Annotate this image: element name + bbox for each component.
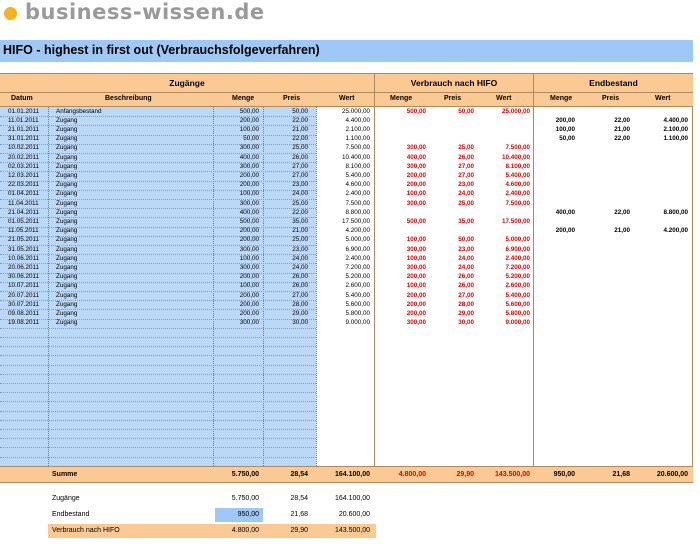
cell-menge[interactable]: 100,00 bbox=[239, 125, 259, 133]
cell-wert: 5.400,00 bbox=[345, 291, 370, 299]
cell-datum[interactable]: 30.07.2011 bbox=[8, 300, 40, 308]
cell-datum[interactable]: 10.02.2011 bbox=[8, 144, 40, 152]
cell-v-menge: 400,00 bbox=[406, 153, 426, 161]
summary-menge: 4.800,00 bbox=[231, 527, 259, 534]
table-row bbox=[0, 162, 693, 171]
cell-beschreibung[interactable]: Zugang bbox=[56, 162, 78, 170]
col-v-menge: Menge bbox=[390, 95, 413, 102]
table-row bbox=[0, 420, 693, 429]
cell-preis[interactable]: 28,00 bbox=[292, 300, 308, 308]
cell-v-preis: 30,00 bbox=[458, 319, 474, 327]
cell-menge[interactable]: 100,00 bbox=[239, 282, 259, 290]
cell-menge[interactable]: 200,00 bbox=[239, 236, 259, 244]
table-row bbox=[0, 181, 693, 190]
cell-datum[interactable]: 19.08.2011 bbox=[8, 319, 40, 327]
cell-e-wert: 4.400,00 bbox=[663, 116, 688, 124]
col-wert: Wert bbox=[339, 95, 355, 102]
cell-preis[interactable]: 26,00 bbox=[292, 273, 308, 281]
cell-v-menge: 500,00 bbox=[406, 217, 426, 225]
cell-v-wert: 7.500,00 bbox=[505, 199, 530, 207]
cell-v-menge: 300,00 bbox=[406, 245, 426, 253]
col-e-preis: Preis bbox=[602, 95, 620, 102]
cell-beschreibung[interactable]: Zugang bbox=[56, 254, 78, 262]
cell-preis[interactable]: 27,00 bbox=[292, 291, 308, 299]
cell-datum[interactable]: 01.04.2011 bbox=[8, 190, 40, 198]
summary-wert: 143.500,00 bbox=[334, 527, 370, 534]
cell-menge[interactable]: 200,00 bbox=[239, 227, 259, 235]
cell-preis[interactable]: 24,00 bbox=[292, 254, 308, 262]
summe-e-wert: 20.600,00 bbox=[656, 471, 688, 478]
col-datum: Datum bbox=[11, 95, 33, 102]
section-zugaenge: Zugänge bbox=[0, 73, 374, 93]
cell-e-wert: 4.200,00 bbox=[663, 227, 688, 235]
cell-e-wert: 2.100,00 bbox=[663, 125, 688, 133]
cell-v-preis: 25,00 bbox=[458, 199, 474, 207]
cell-v-wert: 5.400,00 bbox=[505, 291, 530, 299]
cell-wert: 2.400,00 bbox=[345, 254, 370, 262]
cell-wert: 6.900,00 bbox=[345, 245, 370, 253]
col-beschreibung: Beschreibung bbox=[105, 95, 152, 102]
summary-preis: 21,68 bbox=[290, 511, 308, 518]
table-row bbox=[0, 273, 693, 282]
cell-datum[interactable]: 01.01.2011 bbox=[8, 107, 40, 115]
cell-v-wert: 5.600,00 bbox=[505, 300, 530, 308]
table-row bbox=[0, 309, 693, 318]
cell-v-wert: 8.100,00 bbox=[505, 162, 530, 170]
cell-menge[interactable]: 200,00 bbox=[239, 171, 259, 179]
table-row bbox=[0, 383, 693, 392]
cell-datum[interactable]: 20.02.2011 bbox=[8, 153, 40, 161]
cell-preis[interactable]: 35,00 bbox=[292, 217, 308, 225]
cell-e-menge: 200,00 bbox=[555, 227, 575, 235]
cell-v-wert: 7.200,00 bbox=[505, 263, 530, 271]
cell-v-menge: 200,00 bbox=[406, 309, 426, 317]
cell-preis[interactable]: 30,00 bbox=[292, 319, 308, 327]
table-row bbox=[0, 116, 693, 125]
cell-datum[interactable]: 11.04.2011 bbox=[8, 199, 39, 207]
cell-e-preis: 21,00 bbox=[614, 125, 630, 133]
cell-preis[interactable]: 27,00 bbox=[292, 171, 308, 179]
cell-v-preis: 23,00 bbox=[458, 245, 474, 253]
cell-menge[interactable]: 300,00 bbox=[239, 144, 259, 152]
table-row bbox=[0, 171, 693, 180]
cell-wert: 8.800,00 bbox=[345, 208, 370, 216]
cell-e-wert: 8.800,00 bbox=[663, 208, 688, 216]
cell-menge[interactable]: 200,00 bbox=[239, 309, 259, 317]
summary-wert: 20.600,00 bbox=[338, 511, 370, 518]
cell-wert: 10.400,00 bbox=[341, 153, 370, 161]
table-row bbox=[0, 190, 693, 199]
cell-datum[interactable]: 31.01.2011 bbox=[8, 135, 40, 143]
summe-label: Summe bbox=[52, 471, 78, 478]
cell-v-menge: 100,00 bbox=[406, 236, 426, 244]
cell-e-preis: 21,00 bbox=[614, 227, 630, 235]
cell-datum[interactable]: 10.06.2011 bbox=[8, 254, 40, 262]
cell-wert: 7.500,00 bbox=[345, 199, 370, 207]
cell-beschreibung[interactable]: Zugang bbox=[56, 153, 78, 161]
cell-v-preis: 24,00 bbox=[458, 190, 474, 198]
cell-preis[interactable]: 26,00 bbox=[292, 282, 308, 290]
table-row bbox=[0, 199, 693, 208]
cell-v-preis: 28,00 bbox=[458, 300, 474, 308]
page-title: HIFO - highest in first out (Verbrauchsfolgeverfahren) bbox=[3, 43, 320, 57]
cell-wert: 2.100,00 bbox=[345, 125, 370, 133]
cell-wert: 5.600,00 bbox=[345, 300, 370, 308]
summe-preis: 28,54 bbox=[290, 471, 308, 478]
table-row bbox=[0, 392, 693, 401]
cell-wert: 5.800,00 bbox=[345, 309, 370, 317]
cell-preis[interactable]: 22,00 bbox=[292, 135, 308, 143]
table-row bbox=[0, 411, 693, 420]
cell-datum[interactable]: 21.01.2011 bbox=[8, 125, 40, 133]
cell-e-menge: 50,00 bbox=[559, 135, 575, 143]
cell-wert: 2.600,00 bbox=[345, 282, 370, 290]
summe-wert: 164.100,00 bbox=[334, 471, 370, 478]
table-row bbox=[0, 346, 693, 355]
cell-v-menge: 100,00 bbox=[406, 254, 426, 262]
table-row bbox=[0, 153, 693, 162]
cell-v-wert: 6.900,00 bbox=[505, 245, 530, 253]
cell-datum[interactable]: 11.05.2011 bbox=[8, 227, 39, 235]
cell-e-preis: 22,00 bbox=[614, 208, 630, 216]
col-preis: Preis bbox=[283, 95, 301, 102]
cell-e-wert: 1.100,00 bbox=[663, 135, 688, 143]
cell-datum[interactable]: 12.03.2011 bbox=[8, 171, 40, 179]
cell-wert: 9.000,00 bbox=[345, 319, 370, 327]
cell-menge[interactable]: 300,00 bbox=[239, 245, 259, 253]
cell-beschreibung[interactable]: Zugang bbox=[56, 199, 78, 207]
cell-menge[interactable]: 200,00 bbox=[239, 273, 259, 281]
cell-e-preis: 22,00 bbox=[614, 116, 630, 124]
cell-beschreibung[interactable]: Zugang bbox=[56, 181, 78, 189]
cell-datum[interactable]: 09.08.2011 bbox=[8, 309, 40, 317]
cell-v-wert: 2.600,00 bbox=[505, 282, 530, 290]
col-v-preis: Preis bbox=[444, 95, 462, 102]
cell-preis[interactable]: 21,00 bbox=[292, 227, 308, 235]
summe-row bbox=[0, 466, 693, 483]
cell-datum[interactable]: 30.06.2011 bbox=[8, 273, 40, 281]
cell-beschreibung[interactable]: Zugang bbox=[56, 273, 78, 281]
cell-menge[interactable]: 200,00 bbox=[239, 291, 259, 299]
cell-datum[interactable]: 21.05.2011 bbox=[8, 236, 40, 244]
cell-menge[interactable]: 300,00 bbox=[239, 162, 259, 170]
cell-e-menge: 100,00 bbox=[555, 125, 575, 133]
cell-e-menge: 400,00 bbox=[555, 208, 575, 216]
summary-wert: 164.100,00 bbox=[334, 495, 370, 502]
cell-wert: 4.400,00 bbox=[345, 116, 370, 124]
cell-v-preis: 50,00 bbox=[458, 107, 474, 115]
summe-e-preis: 21,68 bbox=[612, 471, 630, 478]
cell-wert: 8.100,00 bbox=[345, 162, 370, 170]
cell-beschreibung[interactable]: Zugang bbox=[56, 263, 78, 271]
cell-v-preis: 35,00 bbox=[458, 217, 474, 225]
table-row bbox=[0, 125, 693, 134]
cell-preis[interactable]: 22,00 bbox=[292, 116, 308, 124]
cell-beschreibung[interactable]: Anfangsbestand bbox=[56, 107, 102, 115]
cell-beschreibung[interactable]: Zugang bbox=[56, 217, 78, 225]
table-row bbox=[0, 208, 693, 217]
cell-preis[interactable]: 25,00 bbox=[292, 236, 308, 244]
table-row bbox=[0, 282, 693, 291]
table-row bbox=[0, 263, 693, 272]
cell-datum[interactable]: 21.04.2011 bbox=[8, 208, 40, 216]
cell-v-wert: 2.400,00 bbox=[505, 254, 530, 262]
cell-v-preis: 25,00 bbox=[458, 144, 474, 152]
cell-v-wert: 25.000,00 bbox=[501, 107, 530, 115]
logo-dot-icon bbox=[4, 7, 17, 20]
cell-datum[interactable]: 20.07.2011 bbox=[8, 291, 40, 299]
cell-menge[interactable]: 400,00 bbox=[239, 208, 259, 216]
cell-menge[interactable]: 200,00 bbox=[239, 116, 259, 124]
cell-v-menge: 300,00 bbox=[406, 319, 426, 327]
summary-menge: 950,00 bbox=[237, 511, 259, 518]
cell-wert: 5.000,00 bbox=[345, 236, 370, 244]
cell-v-wert: 17.500,00 bbox=[501, 217, 530, 225]
cell-datum[interactable]: 02.03.2011 bbox=[8, 162, 40, 170]
summary-zugaenge bbox=[0, 492, 380, 506]
summary-menge: 5.750,00 bbox=[231, 495, 259, 502]
table-row bbox=[0, 107, 693, 116]
table-row bbox=[0, 429, 693, 438]
summary-verbrauch bbox=[48, 524, 376, 538]
cell-wert: 4.600,00 bbox=[345, 181, 370, 189]
table-row bbox=[0, 355, 693, 364]
cell-v-preis: 26,00 bbox=[458, 273, 474, 281]
cell-datum[interactable]: 11.01.2011 bbox=[8, 116, 39, 124]
cell-datum[interactable]: 22.03.2011 bbox=[8, 181, 40, 189]
cell-v-wert: 5.000,00 bbox=[505, 236, 530, 244]
table-row bbox=[0, 365, 693, 374]
table-row bbox=[0, 300, 693, 309]
cell-menge[interactable]: 400,00 bbox=[239, 153, 259, 161]
col-menge: Menge bbox=[232, 95, 255, 102]
logo bbox=[4, 0, 265, 24]
cell-v-menge: 200,00 bbox=[406, 291, 426, 299]
summe-v-wert: 143.500,00 bbox=[494, 471, 530, 478]
cell-v-menge: 100,00 bbox=[406, 190, 426, 198]
cell-v-preis: 24,00 bbox=[458, 263, 474, 271]
cell-preis[interactable]: 25,00 bbox=[292, 144, 308, 152]
cell-menge[interactable]: 500,00 bbox=[239, 107, 259, 115]
summary-endbestand bbox=[0, 508, 380, 522]
cell-menge[interactable]: 300,00 bbox=[239, 319, 259, 327]
cell-v-preis: 26,00 bbox=[458, 153, 474, 161]
table-row bbox=[0, 217, 693, 226]
cell-e-preis: 22,00 bbox=[614, 135, 630, 143]
cell-menge[interactable]: 100,00 bbox=[239, 254, 259, 262]
cell-menge[interactable]: 500,00 bbox=[239, 217, 259, 225]
table-row bbox=[0, 254, 693, 263]
cell-beschreibung[interactable]: Zugang bbox=[56, 190, 78, 198]
cell-preis[interactable]: 21,00 bbox=[292, 125, 308, 133]
cell-v-wert: 7.500,00 bbox=[505, 144, 530, 152]
cell-v-preis: 26,00 bbox=[458, 282, 474, 290]
cell-beschreibung[interactable]: Zugang bbox=[56, 300, 78, 308]
cell-v-preis: 27,00 bbox=[458, 291, 474, 299]
cell-v-wert: 5.400,00 bbox=[505, 171, 530, 179]
spreadsheet bbox=[0, 73, 693, 483]
table-row bbox=[0, 447, 693, 456]
cell-v-preis: 27,00 bbox=[458, 171, 474, 179]
cell-beschreibung[interactable]: Zugang bbox=[56, 309, 78, 317]
cell-beschreibung[interactable]: Zugang bbox=[56, 144, 78, 152]
cell-wert: 4.200,00 bbox=[345, 227, 370, 235]
cell-beschreibung[interactable]: Zugang bbox=[56, 227, 78, 235]
cell-preis[interactable]: 27,00 bbox=[292, 162, 308, 170]
cell-beschreibung[interactable]: Zugang bbox=[56, 319, 78, 327]
summary-label: Endbestand bbox=[52, 511, 90, 518]
cell-v-menge: 100,00 bbox=[406, 282, 426, 290]
summe-v-menge: 4.800,00 bbox=[398, 471, 426, 478]
table-row bbox=[0, 374, 693, 383]
col-v-wert: Wert bbox=[496, 95, 512, 102]
cell-v-wert: 9.000,00 bbox=[505, 319, 530, 327]
table-row bbox=[0, 438, 693, 447]
section-verbrauch: Verbrauch nach HIFO bbox=[374, 73, 533, 93]
cell-v-preis: 29,00 bbox=[458, 309, 474, 317]
cell-beschreibung[interactable]: Zugang bbox=[56, 135, 78, 143]
summary-label: Verbrauch nach HIFO bbox=[52, 527, 120, 534]
table-row bbox=[0, 291, 693, 300]
table-row bbox=[0, 328, 693, 337]
summary-block bbox=[0, 490, 380, 544]
cell-v-wert: 2.400,00 bbox=[505, 190, 530, 198]
cell-menge[interactable]: 50,00 bbox=[243, 135, 259, 143]
cell-v-wert: 5.200,00 bbox=[505, 273, 530, 281]
column-header-row bbox=[0, 93, 693, 107]
cell-wert: 5.400,00 bbox=[345, 171, 370, 179]
cell-wert: 2.400,00 bbox=[345, 190, 370, 198]
col-e-wert: Wert bbox=[655, 95, 671, 102]
cell-v-preis: 23,00 bbox=[458, 181, 474, 189]
title-bar bbox=[0, 40, 693, 62]
table-row bbox=[0, 236, 693, 245]
cell-beschreibung[interactable]: Zugang bbox=[56, 208, 78, 216]
cell-v-preis: 27,00 bbox=[458, 162, 474, 170]
cell-preis[interactable]: 24,00 bbox=[292, 263, 308, 271]
cell-datum[interactable]: 10.07.2011 bbox=[8, 282, 40, 290]
cell-datum[interactable]: 20.06.2011 bbox=[8, 263, 40, 271]
cell-preis[interactable]: 22,00 bbox=[292, 208, 308, 216]
cell-menge[interactable]: 200,00 bbox=[239, 300, 259, 308]
cell-wert: 7.200,00 bbox=[345, 263, 370, 271]
col-e-menge: Menge bbox=[550, 95, 573, 102]
cell-v-menge: 300,00 bbox=[406, 263, 426, 271]
section-endbestand: Endbestand bbox=[533, 73, 693, 93]
cell-v-menge: 300,00 bbox=[406, 199, 426, 207]
cell-v-menge: 200,00 bbox=[406, 273, 426, 281]
summary-preis: 29,90 bbox=[290, 527, 308, 534]
cell-beschreibung[interactable]: Zugang bbox=[56, 171, 78, 179]
table-row bbox=[0, 337, 693, 346]
cell-beschreibung[interactable]: Zugang bbox=[56, 125, 78, 133]
summary-label: Zugänge bbox=[52, 495, 80, 502]
cell-v-menge: 200,00 bbox=[406, 181, 426, 189]
summe-v-preis: 29,90 bbox=[456, 471, 474, 478]
cell-menge[interactable]: 100,00 bbox=[239, 190, 259, 198]
cell-preis[interactable]: 25,00 bbox=[292, 199, 308, 207]
cell-menge[interactable]: 200,00 bbox=[239, 181, 259, 189]
cell-v-preis: 24,00 bbox=[458, 254, 474, 262]
cell-datum[interactable]: 01.05.2011 bbox=[8, 217, 40, 225]
cell-preis[interactable]: 26,00 bbox=[292, 153, 308, 161]
cell-v-wert: 4.600,00 bbox=[505, 181, 530, 189]
table-row bbox=[0, 245, 693, 254]
table-row bbox=[0, 401, 693, 410]
cell-beschreibung[interactable]: Zugang bbox=[56, 291, 78, 299]
cell-datum[interactable]: 31.05.2011 bbox=[8, 245, 40, 253]
cell-wert: 17.500,00 bbox=[341, 217, 370, 225]
table-row bbox=[0, 135, 693, 144]
summe-menge: 5.750,00 bbox=[231, 471, 259, 478]
logo-text: business-wissen.de bbox=[25, 0, 265, 24]
cell-beschreibung[interactable]: Zugang bbox=[56, 282, 78, 290]
cell-v-preis: 50,00 bbox=[458, 236, 474, 244]
cell-menge[interactable]: 300,00 bbox=[239, 199, 259, 207]
cell-menge[interactable]: 300,00 bbox=[239, 263, 259, 271]
cell-v-wert: 5.800,00 bbox=[505, 309, 530, 317]
cell-e-menge: 200,00 bbox=[555, 116, 575, 124]
cell-wert: 1.100,00 bbox=[345, 135, 370, 143]
cell-v-menge: 200,00 bbox=[406, 171, 426, 179]
cell-beschreibung[interactable]: Zugang bbox=[56, 116, 78, 124]
cell-wert: 25.000,00 bbox=[341, 107, 370, 115]
cell-beschreibung[interactable]: Zugang bbox=[56, 236, 78, 244]
cell-v-menge: 300,00 bbox=[406, 144, 426, 152]
table-row bbox=[0, 319, 693, 328]
cell-v-menge: 300,00 bbox=[406, 162, 426, 170]
cell-wert: 5.200,00 bbox=[345, 273, 370, 281]
table-row bbox=[0, 457, 693, 466]
table-row bbox=[0, 144, 693, 153]
cell-v-wert: 10.400,00 bbox=[501, 153, 530, 161]
cell-preis[interactable]: 29,00 bbox=[292, 309, 308, 317]
cell-preis[interactable]: 50,00 bbox=[292, 107, 308, 115]
cell-wert: 7.500,00 bbox=[345, 144, 370, 152]
summary-preis: 28,54 bbox=[290, 495, 308, 502]
table-row bbox=[0, 227, 693, 236]
cell-beschreibung[interactable]: Zugang bbox=[56, 245, 78, 253]
cell-preis[interactable]: 24,00 bbox=[292, 190, 308, 198]
cell-preis[interactable]: 23,00 bbox=[292, 181, 308, 189]
cell-preis[interactable]: 23,00 bbox=[292, 245, 308, 253]
cell-v-menge: 500,00 bbox=[406, 107, 426, 115]
summe-e-menge: 950,00 bbox=[553, 471, 575, 478]
cell-v-menge: 200,00 bbox=[406, 300, 426, 308]
